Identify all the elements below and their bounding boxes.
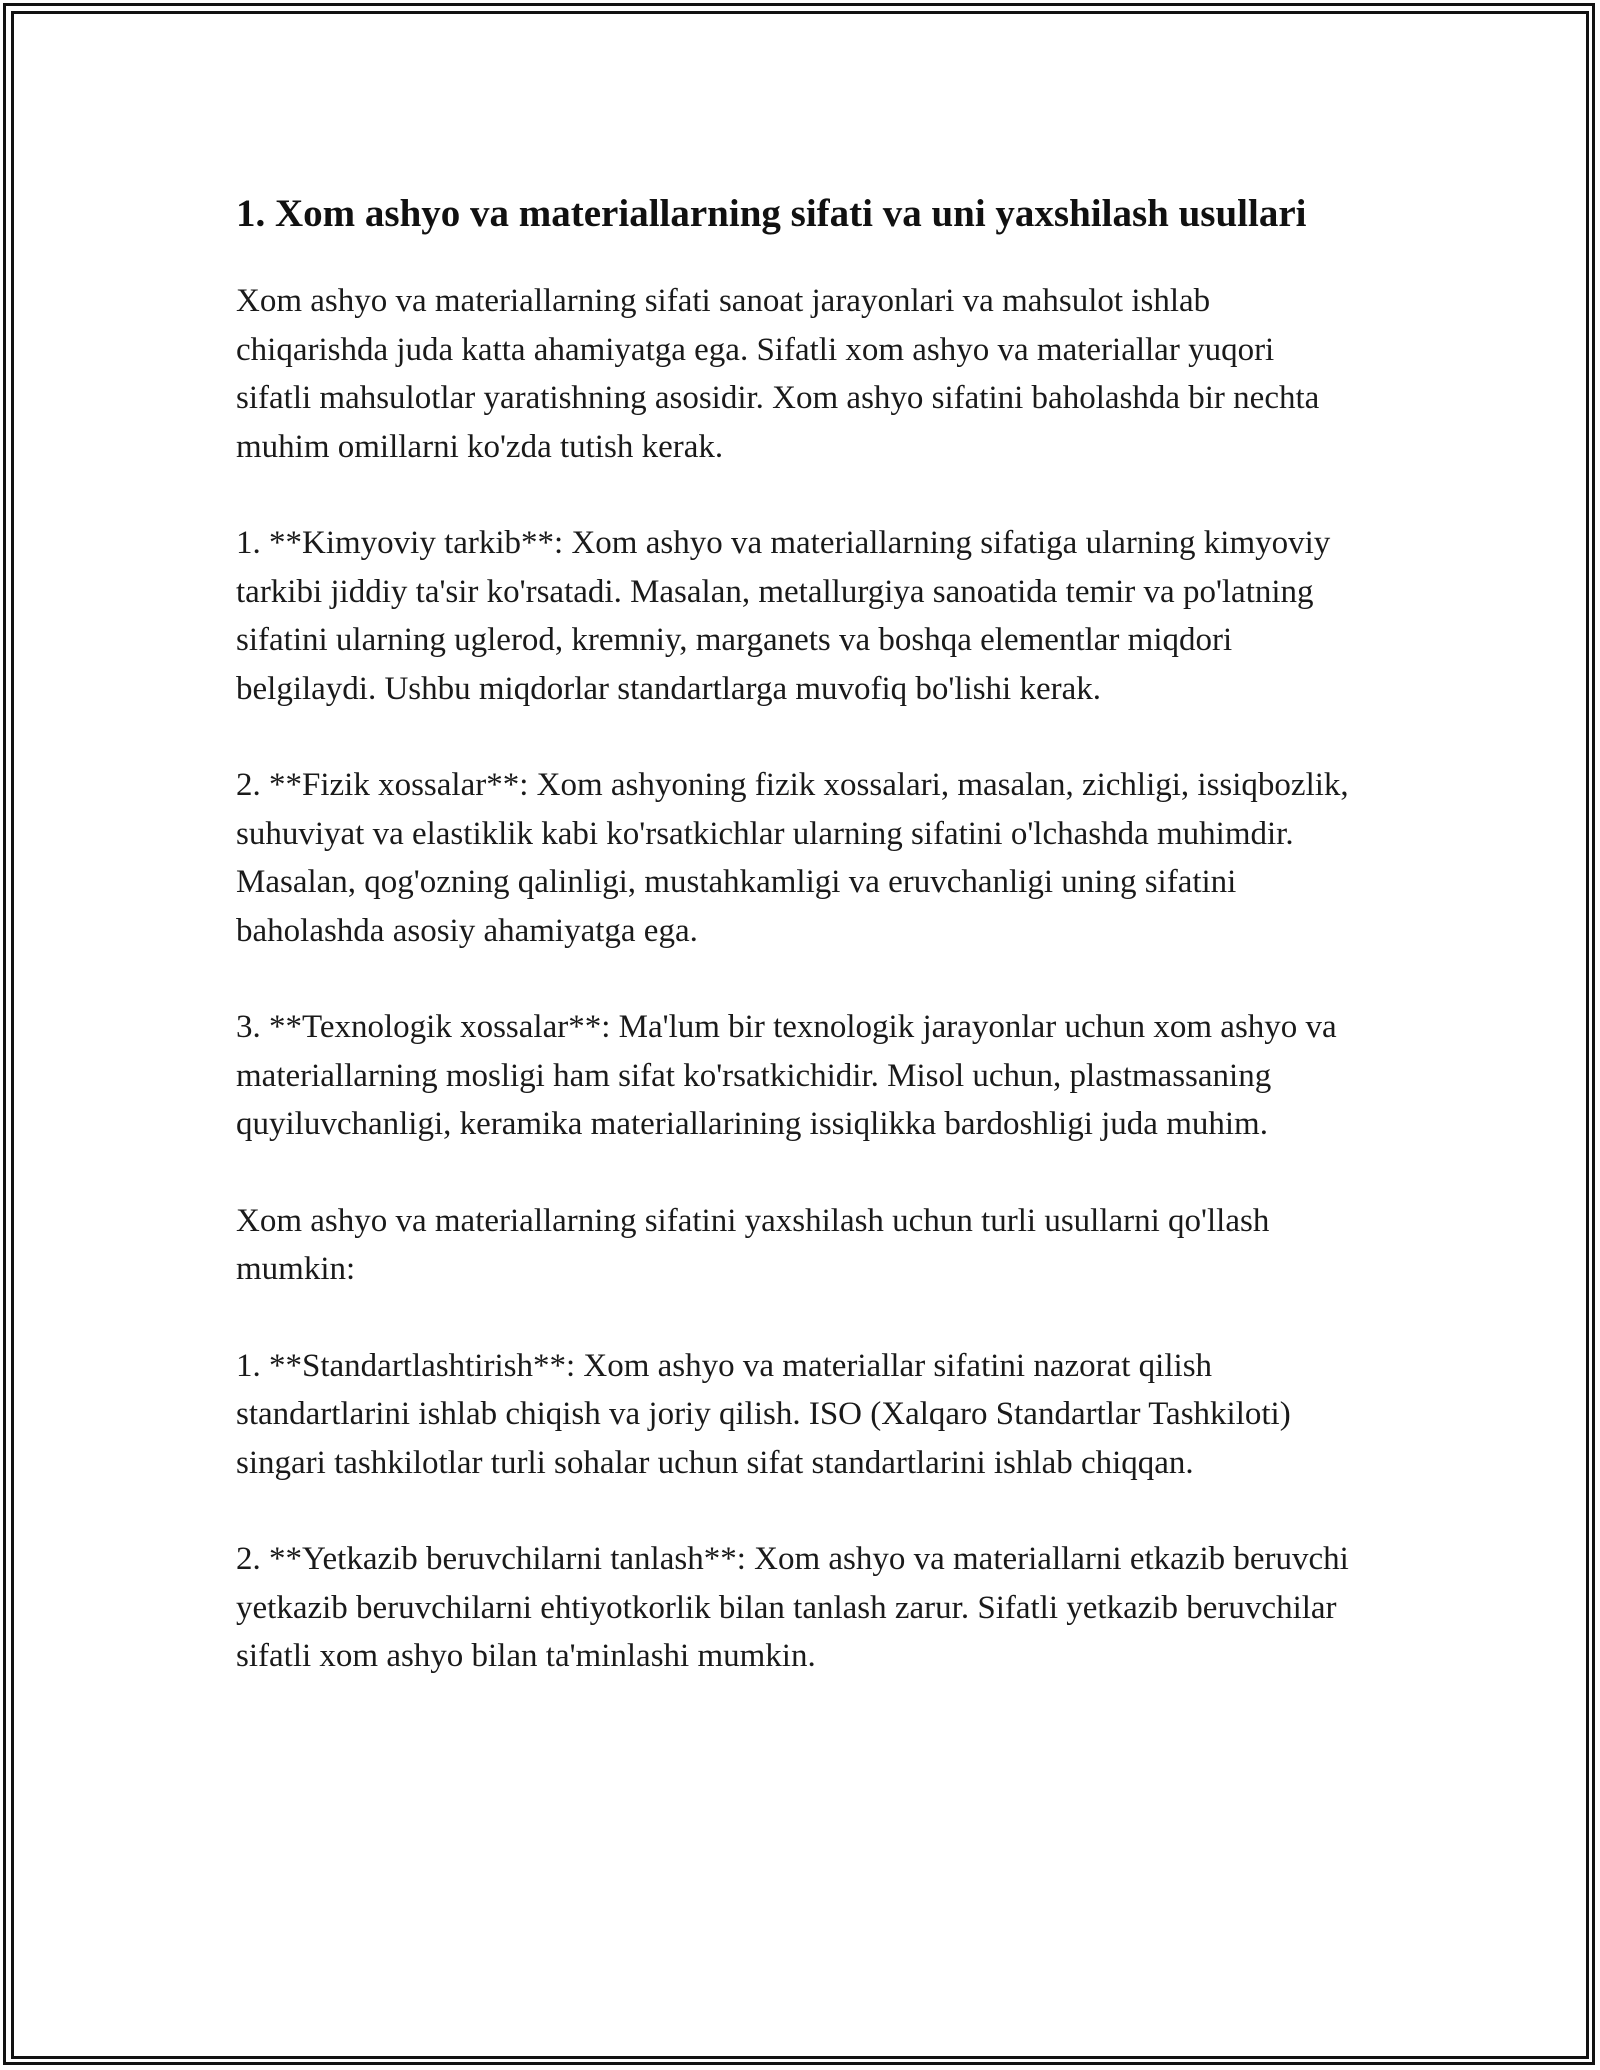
paragraph-technological-properties: 3. **Texnologik xossalar**: Ma'lum bir texnologik jarayonlar uchun xom ashyo va materiallarning mosligi ham sifat ko'rsatkichidir. Misol uchun, plastmassaning quyiluvchanligi, keramika materiallarining issiqlikka bardoshligi juda muhim.	[236, 1009, 1337, 1142]
paragraph-improvement-methods: Xom ashyo va materiallarning sifatini yaxshilash uchun turli usullarni qo'llash mumkin:	[236, 1202, 1270, 1287]
document-body	[236, 186, 1356, 1729]
paragraph-intro: Xom ashyo va materiallarning sifati sanoat jarayonlari va mahsulot ishlab chiqarishda juda katta ahamiyatga ega. Sifatli xom ashyo va materiallar yuqori sifatli mahsulotlar yaratishning asosidir. Xom ashyo sifatini baholashda bir nechta muhim omillarni ko'zda tutish kerak.	[236, 283, 1320, 465]
paragraph-chemical-composition: 1. **Kimyoviy tarkib**: Xom ashyo va materiallarning sifatiga ularning kimyoviy tarkibi jiddiy ta'sir ko'rsatadi. Masalan, metallurgiya sanoatida temir va po'latning sifatini ularning uglerod, kremniy, marganets va boshqa elementlar miqdori belgilaydi. Ushbu miqdorlar standartlarga muvofiq bo'lishi kerak.	[236, 525, 1331, 707]
paragraph-supplier-selection: 2. **Yetkazib beruvchilarni tanlash**: Xom ashyo va materiallarni etkazib beruvchi yetkazib beruvchilarni ehtiyotkorlik bilan tanlash zarur. Sifatli yetkazib beruvchilar sifatli xom ashyo bilan ta'minlashi mumkin.	[236, 1541, 1349, 1674]
paragraph-physical-properties: 2. **Fizik xossalar**: Xom ashyoning fizik xossalari, masalan, zichligi, issiqbozlik, suhuviyat va elastiklik kabi ko'rsatkichlar ularning sifatini o'lchashda muhimdir. Masalan, qog'ozning qalinligi, mustahkamligi va eruvchanligi uning sifatini baholashda asosiy ahamiyatga ega.	[236, 767, 1349, 949]
paragraph-standardization: 1. **Standartlashtirish**: Xom ashyo va materiallar sifatini nazorat qilish standartlarini ishlab chiqish va joriy qilish. ISO (Xalqaro Standartlar Tashkiloti) singari tashkilotlar turli sohalar uchun sifat standartlarini ishlab chiqqan.	[236, 1347, 1291, 1481]
document-title: 1. Xom ashyo va materiallarning sifati va uni yaxshilash usullari	[236, 192, 1307, 235]
